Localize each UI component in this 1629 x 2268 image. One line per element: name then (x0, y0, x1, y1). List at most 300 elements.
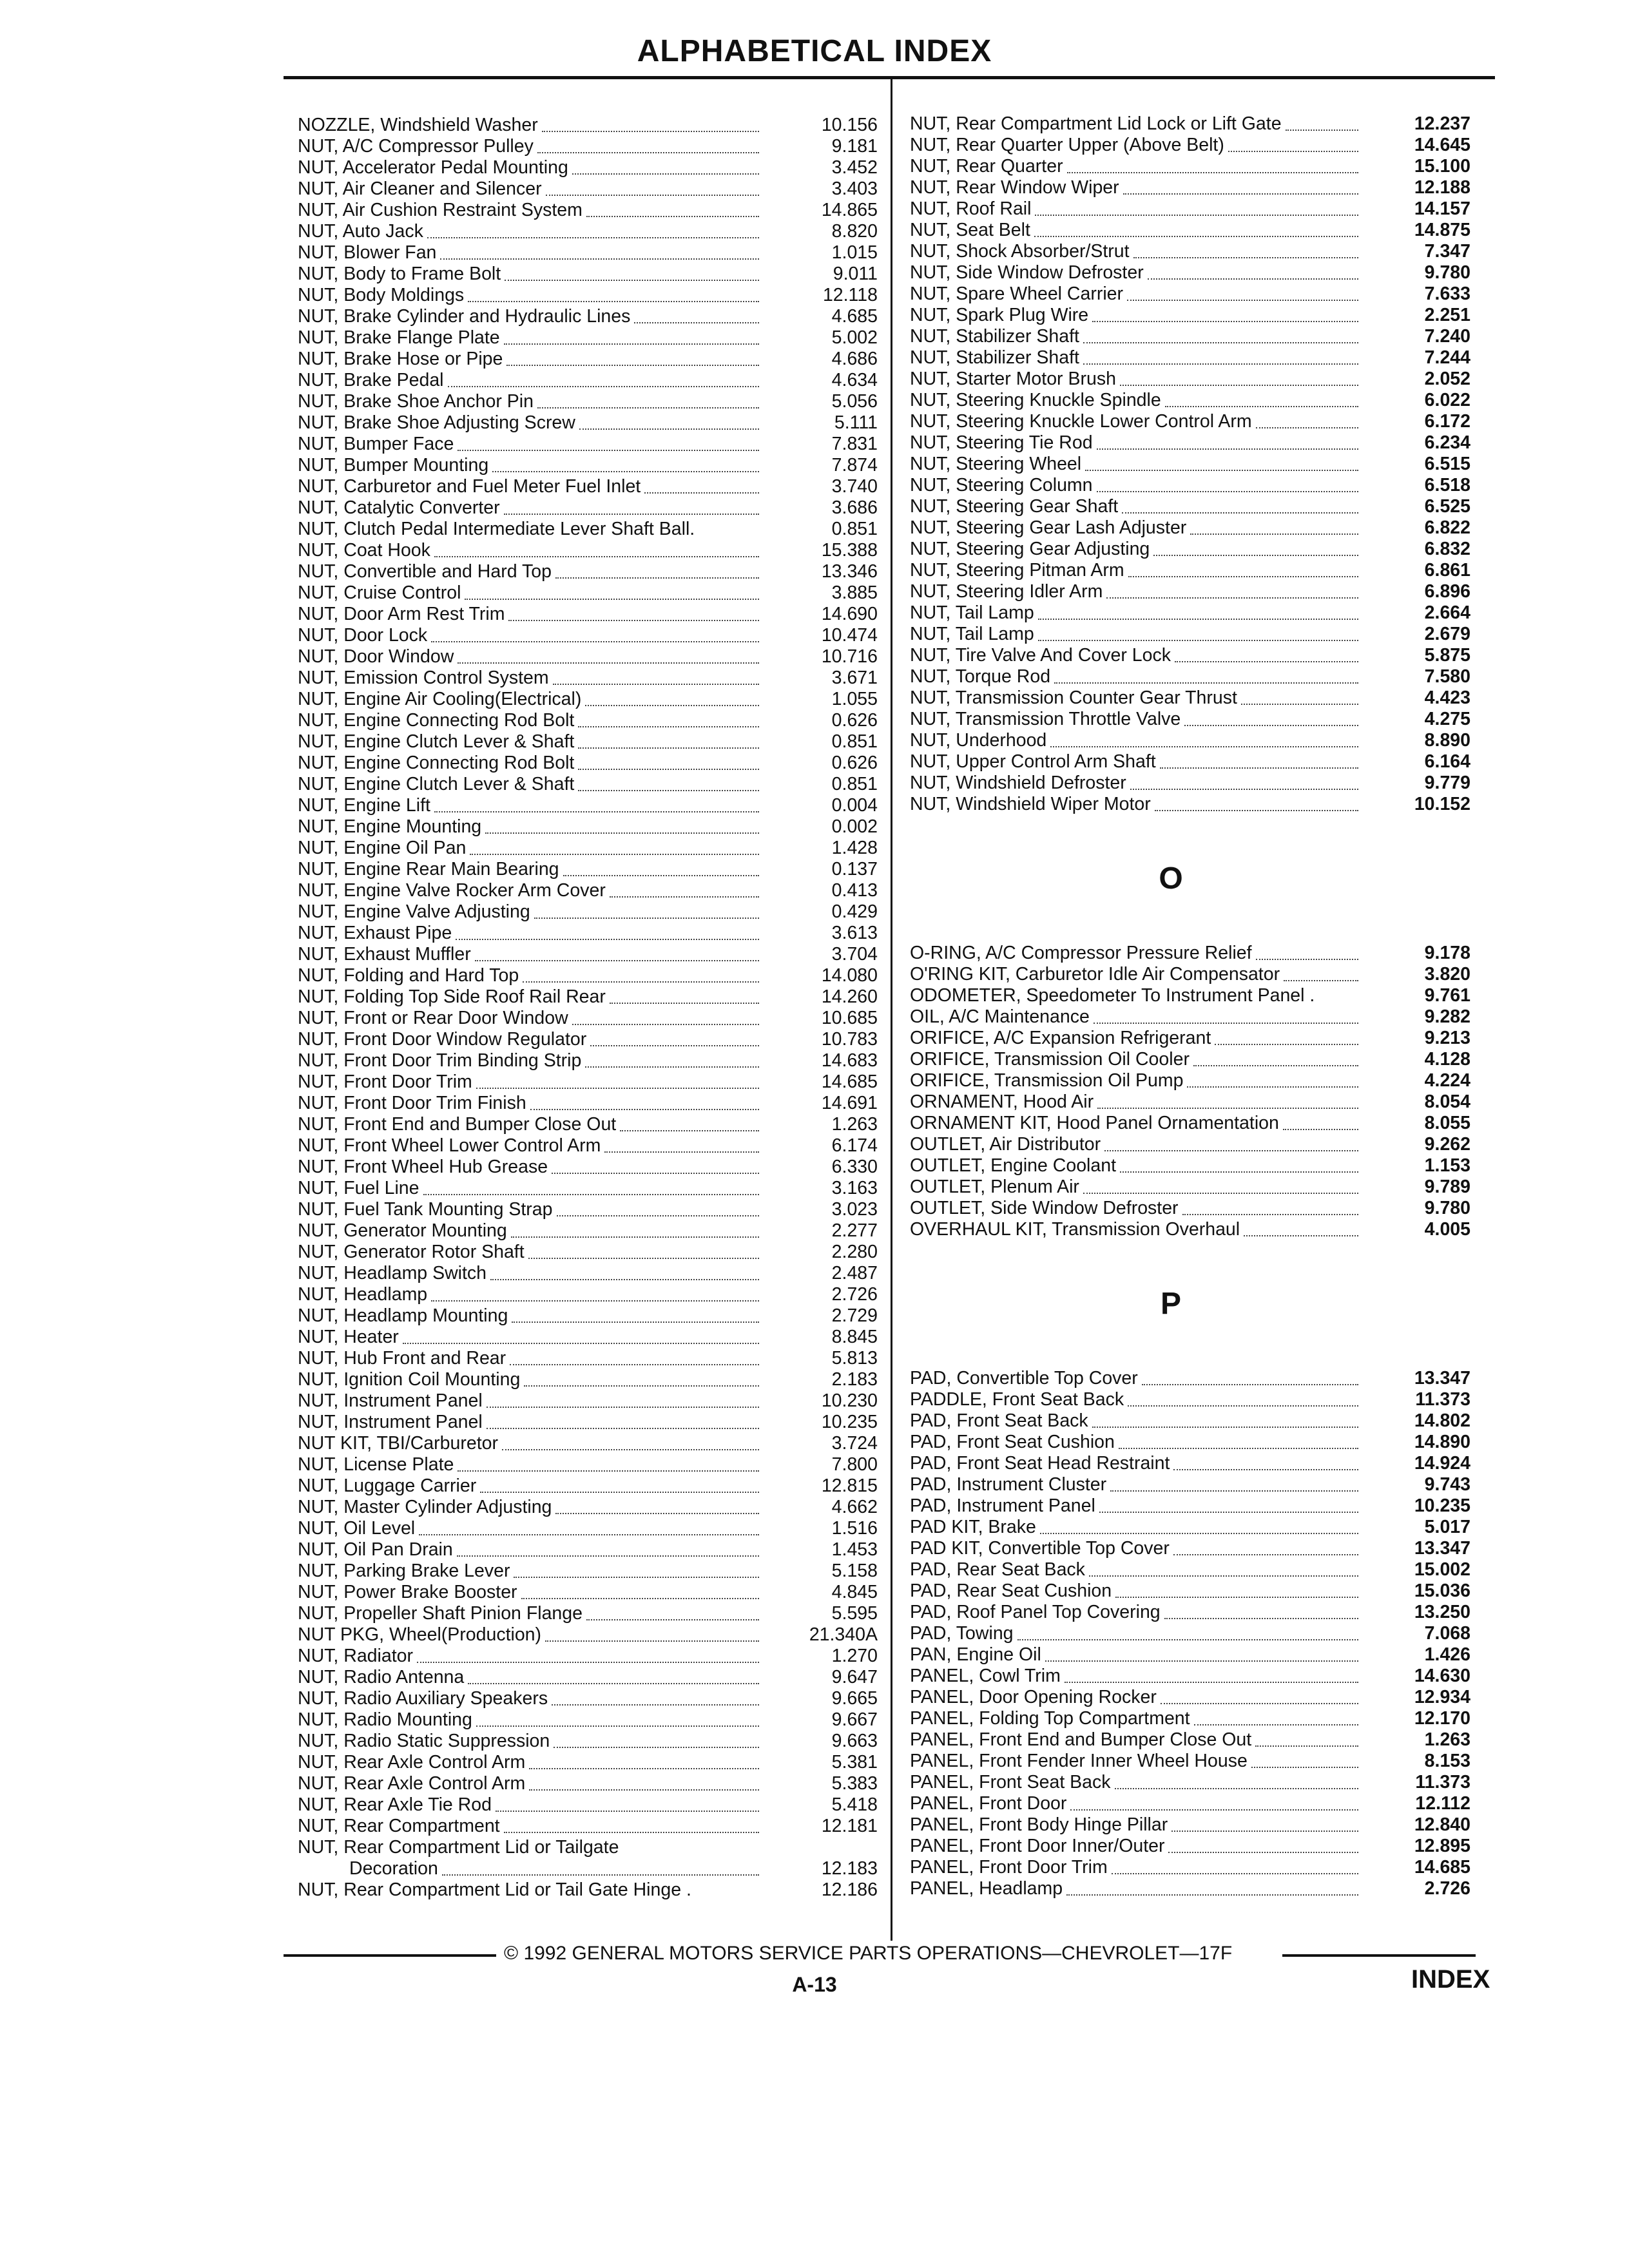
entry-label: NUT, Radio Mounting (298, 1709, 472, 1730)
dot-leader (644, 492, 759, 494)
index-entry (298, 1114, 878, 1135)
entry-reference-number: 5.017 (1424, 1517, 1470, 1537)
entry-label: NUT, Steering Column (910, 475, 1093, 495)
entry-label: NUT, Door Lock (298, 625, 428, 646)
dot-leader (458, 450, 759, 451)
entry-label: NUT, Radio Static Suppression (298, 1731, 550, 1751)
dot-leader (492, 471, 759, 472)
entry-label: NUT, Rear Quarter Upper (Above Belt) (910, 135, 1224, 155)
index-entry (910, 262, 1470, 284)
entry-label: NUT, Body to Frame Bolt (298, 264, 501, 284)
index-entry (910, 1410, 1470, 1432)
entry-reference-number: 14.865 (821, 200, 878, 220)
entry-reference-number: 9.663 (831, 1731, 878, 1751)
entry-label: NOZZLE, Windshield Washer (298, 115, 538, 135)
dot-leader (1112, 1873, 1358, 1874)
entry-label: OUTLET, Air Distributor (910, 1134, 1101, 1155)
entry-reference-number: 1.516 (831, 1518, 878, 1539)
entry-reference-number: 7.068 (1424, 1623, 1470, 1644)
entry-label: NUT, Brake Hose or Pipe (298, 349, 503, 369)
entry-reference-number: 5.381 (831, 1752, 878, 1773)
index-entry (910, 198, 1470, 220)
entry-label: NUT, Engine Oil Pan (298, 838, 467, 858)
entry-reference-number: 7.831 (831, 434, 878, 454)
entry-reference-number: 6.518 (1424, 475, 1470, 495)
entry-reference-number: 2.487 (831, 1263, 878, 1283)
entry-label: NUT, Torque Rod (910, 666, 1051, 687)
entry-reference-number: 9.779 (1424, 773, 1470, 793)
index-entry (298, 519, 878, 540)
entry-label: O-RING, A/C Compressor Pressure Relief (910, 943, 1252, 963)
index-entry (298, 1093, 878, 1114)
dot-leader (403, 1343, 759, 1344)
dot-leader (468, 301, 759, 302)
index-entry (910, 964, 1470, 985)
dot-leader (585, 1066, 759, 1068)
entry-label: NUT, Steering Gear Lash Adjuster (910, 517, 1187, 538)
index-entry (910, 305, 1470, 326)
index-entry (910, 602, 1470, 624)
index-entry (910, 751, 1470, 773)
dot-leader (512, 1321, 759, 1323)
index-entry (910, 390, 1470, 411)
dot-leader (1251, 1767, 1358, 1768)
entry-label: NUT, Stabilizer Shaft (910, 347, 1079, 368)
index-entry (910, 539, 1470, 560)
entry-label: NUT, Air Cleaner and Silencer (298, 178, 542, 199)
index-entry (298, 1518, 878, 1539)
dot-leader (508, 620, 759, 621)
entry-reference-number: 12.895 (1414, 1836, 1470, 1856)
entry-label: Decoration (349, 1858, 438, 1879)
entry-reference-number: 21.340A (809, 1624, 878, 1645)
dot-leader (554, 1747, 759, 1748)
index-entry (298, 1050, 878, 1072)
entry-reference-number: 3.724 (831, 1433, 878, 1454)
index-entry (910, 1474, 1470, 1495)
dot-leader (1120, 1171, 1358, 1173)
page-title: ALPHABETICAL INDEX (637, 34, 992, 68)
index-entry (298, 1263, 878, 1284)
entry-label: NUT, Tire Valve And Cover Lock (910, 645, 1171, 666)
dot-leader (442, 1874, 759, 1876)
dot-leader (1142, 1384, 1358, 1385)
index-entry (910, 1070, 1470, 1091)
entry-label: NUT, Steering Pitman Arm (910, 560, 1124, 581)
entry-label: NUT, Exhaust Pipe (298, 923, 452, 943)
entry-reference-number: 9.667 (831, 1709, 878, 1730)
dot-leader (456, 939, 759, 940)
entry-reference-number: 0.851 (831, 774, 878, 794)
index-entry (298, 1433, 878, 1454)
index-entry (910, 369, 1470, 390)
dot-leader (572, 173, 759, 175)
entry-label: NUT, Windshield Defroster (910, 773, 1126, 793)
footer-rule-left (284, 1954, 496, 1957)
dot-leader (510, 1364, 759, 1365)
entry-reference-number: 10.783 (821, 1029, 878, 1050)
entry-label: NUT, Generator Mounting (298, 1220, 507, 1241)
entry-reference-number: 15.002 (1414, 1559, 1470, 1580)
dot-leader (545, 1640, 759, 1642)
index-entry (298, 1327, 878, 1348)
entry-reference-number: 3.671 (831, 668, 878, 688)
index-entry (910, 1113, 1470, 1134)
entry-label: NUT, Brake Pedal (298, 370, 444, 390)
entry-label: NUT, Rear Axle Control Arm (298, 1752, 526, 1773)
dot-leader (511, 1236, 759, 1238)
entry-reference-number: 4.423 (1424, 687, 1470, 708)
dot-leader (586, 1619, 759, 1620)
dot-leader (1173, 1469, 1358, 1470)
dot-leader (504, 1832, 759, 1833)
index-entry (910, 1857, 1470, 1878)
entry-reference-number: 3.686 (831, 497, 878, 518)
dot-leader (1228, 151, 1358, 152)
entry-reference-number: 2.052 (1424, 369, 1470, 389)
entry-reference-number: 9.743 (1424, 1474, 1470, 1495)
dot-leader (528, 1258, 759, 1259)
dot-leader (1175, 661, 1358, 662)
index-entry (910, 411, 1470, 432)
entry-reference-number: 8.845 (831, 1327, 878, 1347)
entry-reference-number: 6.234 (1424, 432, 1470, 453)
index-entry (910, 1666, 1470, 1687)
entry-label: PANEL, Front Door (910, 1793, 1067, 1814)
dot-leader (1092, 321, 1358, 322)
index-entry (910, 1517, 1470, 1538)
entry-label: NUT, Instrument Panel (298, 1412, 483, 1432)
index-entry (910, 1006, 1470, 1028)
dot-leader (1193, 1065, 1358, 1066)
entry-label: NUT, Steering Knuckle Lower Control Arm (910, 411, 1252, 432)
index-entry (298, 689, 878, 710)
entry-label: NUT, Oil Level (298, 1518, 416, 1539)
dot-leader (1067, 172, 1358, 173)
entry-label: PANEL, Front Door Trim (910, 1857, 1108, 1878)
entry-reference-number: 9.011 (833, 264, 878, 284)
entry-reference-number: 3.163 (831, 1178, 878, 1198)
dot-leader (1173, 1554, 1358, 1555)
index-entry (910, 645, 1470, 666)
entry-label: NUT, Folding and Hard Top (298, 965, 519, 986)
index-entry (910, 1772, 1470, 1793)
dot-leader (1092, 1427, 1358, 1428)
entry-reference-number: 3.452 (831, 157, 878, 178)
index-entry (298, 327, 878, 349)
entry-reference-number: 4.662 (831, 1497, 878, 1517)
entry-label: NUT, Spare Wheel Carrier (910, 284, 1124, 304)
entry-reference-number: 0.851 (831, 519, 878, 539)
index-entry (910, 1219, 1470, 1240)
index-entry (298, 1879, 878, 1901)
index-entry (910, 1623, 1470, 1644)
dot-leader (458, 1470, 759, 1472)
entry-reference-number: 12.112 (1415, 1793, 1470, 1814)
index-entry (298, 178, 878, 200)
dot-leader (1038, 619, 1358, 620)
entry-reference-number: 5.418 (831, 1794, 878, 1815)
entry-label: NUT, Spark Plug Wire (910, 305, 1089, 325)
index-entry (910, 1432, 1470, 1453)
entry-reference-number: 5.111 (834, 412, 878, 433)
index-entry (298, 1348, 878, 1369)
index-entry (298, 497, 878, 519)
entry-reference-number: 6.525 (1424, 496, 1470, 517)
entry-label: NUT, Body Moldings (298, 285, 465, 305)
dot-leader (1171, 1831, 1358, 1832)
entry-label: NUT, Front Wheel Lower Control Arm (298, 1135, 601, 1156)
dot-leader (1083, 363, 1358, 365)
index-entry (910, 1793, 1470, 1814)
entry-label: ORIFICE, Transmission Oil Pump (910, 1070, 1184, 1091)
index-entry (298, 965, 878, 986)
dot-leader (578, 747, 759, 749)
entry-reference-number: 3.740 (831, 476, 878, 497)
entry-label: NUT, Front Door Trim Binding Strip (298, 1050, 582, 1071)
index-entry (298, 1454, 878, 1475)
dot-leader (552, 1173, 759, 1174)
index-entry (298, 200, 878, 221)
entry-label: NUT, Oil Pan Drain (298, 1539, 453, 1560)
entry-label: PANEL, Cowl Trim (910, 1666, 1061, 1686)
entry-label: NUT, Emission Control System (298, 668, 549, 688)
dot-leader (529, 1768, 759, 1769)
index-entry (298, 1688, 878, 1709)
entry-label: NUT, Engine Valve Rocker Arm Cover (298, 880, 606, 901)
entry-label: NUT, Rear Compartment Lid or Tailgate (298, 1837, 619, 1858)
entry-label: NUT, Windshield Wiper Motor (910, 794, 1151, 814)
index-entry (910, 517, 1470, 539)
entry-label: PANEL, Front Body Hinge Pillar (910, 1814, 1168, 1835)
entry-label: O'RING KIT, Carburetor Idle Air Compensator (910, 964, 1280, 985)
entry-reference-number: 14.924 (1414, 1453, 1470, 1474)
index-entry (298, 604, 878, 625)
index-entry (910, 560, 1470, 581)
index-entry (298, 731, 878, 753)
entry-reference-number: 8.890 (1424, 730, 1470, 751)
entry-reference-number: 2.277 (831, 1220, 878, 1241)
index-entry (298, 1858, 878, 1879)
index-entry (910, 1729, 1470, 1751)
dot-leader (485, 832, 759, 834)
dot-leader (487, 1407, 759, 1408)
entry-reference-number: 10.235 (1414, 1495, 1470, 1516)
entry-label: NUT, Engine Clutch Lever & Shaft (298, 731, 575, 752)
dot-leader (1123, 193, 1358, 195)
index-entry (298, 1305, 878, 1327)
entry-reference-number: 7.580 (1424, 666, 1470, 687)
index-entry (910, 113, 1470, 135)
index-entry (298, 838, 878, 859)
index-entry (298, 264, 878, 285)
dot-leader (634, 322, 759, 323)
entry-reference-number: 5.383 (831, 1773, 878, 1794)
index-entry (298, 561, 878, 582)
entry-reference-number: 14.157 (1414, 198, 1470, 219)
entry-label: NUT, Brake Cylinder and Hydraulic Lines (298, 306, 631, 327)
dot-leader (590, 1045, 759, 1046)
index-entry (298, 476, 878, 497)
dot-leader (563, 875, 759, 876)
entry-reference-number: 6.896 (1424, 581, 1470, 602)
entry-label: ORIFICE, Transmission Oil Cooler (910, 1049, 1190, 1070)
index-entry (910, 1177, 1470, 1198)
dot-leader (1153, 555, 1358, 556)
entry-reference-number: 1.426 (1424, 1644, 1470, 1665)
entry-label: NUT, Luggage Carrier (298, 1475, 477, 1496)
entry-label: NUT, Door Arm Rest Trim (298, 604, 505, 624)
entry-reference-number: 0.413 (831, 880, 878, 901)
entry-label: NUT, Engine Clutch Lever & Shaft (298, 774, 575, 794)
entry-reference-number: 13.347 (1414, 1368, 1470, 1389)
entry-label: NUT, Door Window (298, 646, 454, 667)
dot-leader (1168, 1852, 1358, 1853)
index-entry (298, 412, 878, 434)
entry-label: ODOMETER, Speedometer To Instrument Panel . (910, 985, 1315, 1006)
entry-reference-number: 6.515 (1424, 454, 1470, 474)
entry-label: PAD KIT, Brake (910, 1517, 1036, 1537)
entry-reference-number: 4.275 (1424, 709, 1470, 729)
dot-leader (529, 1789, 759, 1791)
index-entry (298, 391, 878, 412)
entry-reference-number: 1.015 (831, 242, 878, 263)
entry-reference-number: 13.250 (1414, 1602, 1470, 1622)
index-entry (910, 1155, 1470, 1177)
entry-label: NUT PKG, Wheel(Production) (298, 1624, 542, 1645)
entry-reference-number: 9.282 (1424, 1006, 1470, 1027)
index-entry (910, 687, 1470, 709)
index-entry (910, 1751, 1470, 1772)
dot-leader (1083, 1193, 1358, 1194)
dot-leader (521, 1598, 759, 1599)
dot-leader (553, 684, 759, 685)
entry-label: NUT, Rear Quarter (910, 156, 1063, 177)
entry-label: NUT, Engine Air Cooling(Electrical) (298, 689, 582, 709)
dot-leader (542, 131, 759, 132)
entry-label: PANEL, Front Seat Back (910, 1772, 1111, 1792)
entry-reference-number: 7.244 (1424, 347, 1470, 368)
entry-label: NUT, Seat Belt (910, 220, 1030, 240)
entry-reference-number: 3.885 (831, 582, 878, 603)
dot-leader (468, 1683, 759, 1684)
entry-reference-number: 14.691 (821, 1093, 878, 1113)
entry-reference-number: 12.188 (1414, 177, 1470, 198)
index-entry (298, 455, 878, 476)
footer-rule-right (1282, 1954, 1476, 1957)
dot-leader (504, 343, 759, 345)
entry-label: PAD, Instrument Cluster (910, 1474, 1107, 1495)
index-entry (910, 326, 1470, 347)
entry-reference-number: 9.181 (831, 136, 878, 157)
entry-label: NUT, Power Brake Booster (298, 1582, 517, 1602)
dot-leader (579, 428, 759, 430)
entry-reference-number: 5.875 (1424, 645, 1470, 666)
index-entry (298, 668, 878, 689)
dot-leader (1110, 1490, 1358, 1492)
dot-leader (1070, 1809, 1358, 1811)
entry-reference-number: 14.630 (1414, 1666, 1470, 1686)
entry-reference-number: 9.178 (1424, 943, 1470, 963)
dot-leader (476, 1088, 759, 1089)
entry-label: NUT, Rear Axle Control Arm (298, 1773, 526, 1794)
entry-label: NUT, Air Cushion Restraint System (298, 200, 583, 220)
index-entry (910, 284, 1470, 305)
entry-label: NUT, Brake Shoe Adjusting Screw (298, 412, 575, 433)
dot-leader (1050, 746, 1358, 747)
dot-leader (1045, 1660, 1358, 1662)
index-entry (298, 434, 878, 455)
entry-label: NUT, Tail Lamp (910, 624, 1034, 644)
entry-reference-number: 13.346 (821, 561, 878, 582)
dot-leader (431, 1300, 759, 1302)
entry-label: PAD, Front Seat Cushion (910, 1432, 1115, 1452)
dot-leader (434, 556, 759, 557)
entry-reference-number: 4.845 (831, 1582, 878, 1602)
entry-reference-number: 10.716 (821, 646, 878, 667)
dot-leader (476, 1725, 759, 1727)
dot-leader (572, 1024, 759, 1025)
entry-label: NUT, Carburetor and Fuel Meter Fuel Inlet (298, 476, 641, 497)
dot-leader (1283, 1129, 1358, 1130)
index-entry (910, 1538, 1470, 1559)
entry-label: NUT, Catalytic Converter (298, 497, 500, 518)
entry-reference-number: 7.874 (831, 455, 878, 476)
index-entry (298, 221, 878, 242)
dot-leader (1097, 1108, 1358, 1109)
title-rule (284, 76, 1495, 79)
index-entry (298, 1646, 878, 1667)
entry-reference-number: 3.704 (831, 944, 878, 965)
index-entry (910, 1028, 1470, 1049)
dot-leader (1164, 1618, 1358, 1619)
section-letter: P (1160, 1287, 1181, 1321)
entry-reference-number: 8.153 (1424, 1751, 1470, 1771)
entry-label: PAD, Instrument Panel (910, 1495, 1095, 1516)
dot-leader (1115, 1788, 1358, 1789)
entry-label: NUT, Engine Connecting Rod Bolt (298, 710, 575, 731)
index-entry (910, 156, 1470, 177)
entry-reference-number: 12.170 (1414, 1708, 1470, 1729)
entry-label: NUT, Master Cylinder Adjusting (298, 1497, 552, 1517)
index-entry (298, 1561, 878, 1582)
entry-label: NUT, Engine Lift (298, 795, 430, 816)
entry-reference-number: 4.634 (831, 370, 878, 390)
entry-reference-number: 3.613 (831, 923, 878, 943)
entry-reference-number: 2.280 (831, 1242, 878, 1262)
entry-label: NUT, Transmission Counter Gear Thrust (910, 687, 1237, 708)
entry-label: NUT, Bumper Face (298, 434, 454, 454)
entry-reference-number: 15.100 (1414, 156, 1470, 177)
index-entry (298, 774, 878, 795)
entry-reference-number: 14.690 (821, 604, 878, 624)
entry-reference-number: 9.647 (831, 1667, 878, 1687)
index-entry (298, 646, 878, 668)
index-entry (298, 1008, 878, 1029)
dot-leader (610, 896, 759, 898)
entry-reference-number: 0.004 (831, 795, 878, 816)
entry-label: NUT, Accelerator Pedal Mounting (298, 157, 568, 178)
entry-reference-number: 2.251 (1424, 305, 1470, 325)
index-column-left (298, 115, 878, 1901)
entry-label: NUT, Rear Compartment Lid Lock or Lift Gate (910, 113, 1282, 134)
entry-reference-number: 14.875 (1414, 220, 1470, 240)
entry-reference-number: 10.230 (821, 1390, 878, 1411)
entry-label: PAD, Rear Seat Cushion (910, 1581, 1112, 1601)
entry-label: NUT, Radiator (298, 1646, 413, 1666)
dot-leader (1190, 533, 1358, 535)
dot-leader (578, 726, 759, 727)
